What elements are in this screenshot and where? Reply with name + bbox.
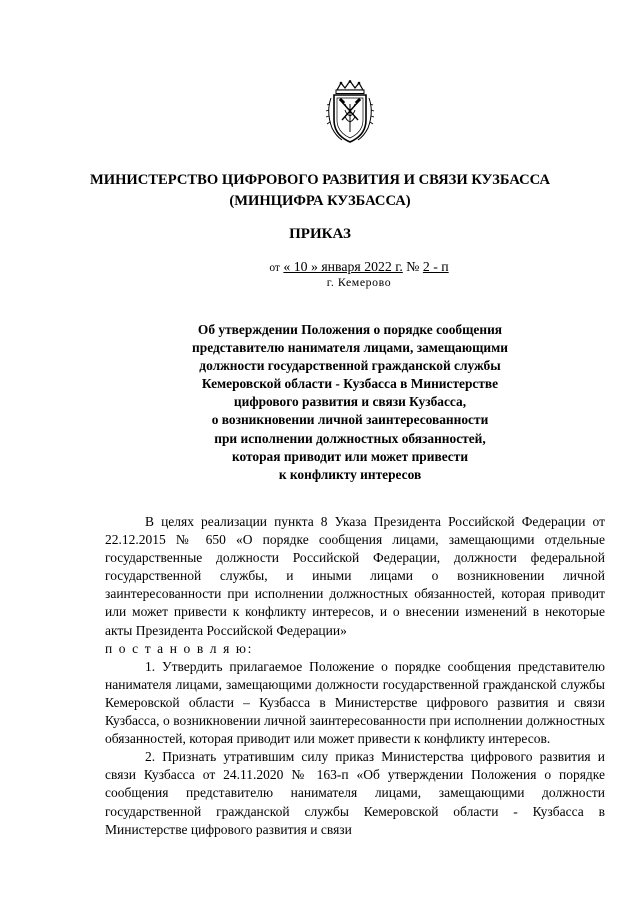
organization-name-line1: МИНИСТЕРСТВО ЦИФРОВОГО РАЗВИТИЯ И СВЯЗИ КУЗБАССА — [89, 172, 551, 188]
order-date: « 10 » января 2022 г. — [283, 259, 403, 274]
kuzbass-coat-of-arms-icon — [323, 80, 377, 146]
subject-line: Об утверждении Положения о порядке сообщения — [197, 322, 503, 337]
order-body — [105, 513, 605, 839]
order-number: 2 - п — [422, 259, 449, 274]
organization-name-line2: (МИНЦИФРА КУЗБАССА) — [229, 193, 411, 209]
order-city: г. Кемерово — [326, 275, 392, 289]
subject-line: Кемеровской области - Кузбасса в Министерстве — [201, 376, 499, 392]
preamble-paragraph: В целях реализации пункта 8 Указа Президента Российской Федерации от 22.12.2015 № 650 «О порядке сообщения лицами, замещающими отдельные государственные должности Российской Федерации, должности федеральной государственной службы, и иными лицами о возникновении личной заинтересованности при исполнении должностных обязанностей, которая приводит или может привести к конфликту интересов, и о внесении изменений в некоторые акты Президента Российской Федерации» — [105, 514, 605, 638]
clause-2-paragraph: 2. Признать утратившим силу приказ Министерства цифрового развития и связи Кузбасса от 24.11.2020 № 163-п «Об утверждении Положения о порядке сообщения представителю нанимателя лицами, замещающими должности государственной гражданской службы Кемеровской области - Кузбасса в Министерстве цифрового развития и связи — [105, 749, 605, 837]
decree-word: п о с т а н о в л я ю: — [105, 640, 253, 656]
subject-line: которая приводит или может привести — [231, 448, 469, 464]
document-type-title: ПРИКАЗ — [289, 226, 351, 242]
organization-name — [40, 170, 600, 212]
subject-line: о возникновении личной заинтересованности — [211, 412, 489, 428]
subject-line: представителю нанимателя лицами, замещающими — [192, 340, 508, 356]
subject-line: к конфликту интересов — [278, 466, 422, 482]
clause-1-paragraph: 1. Утвердить прилагаемое Положение о порядке сообщения представителю нанимателя лицами, замещающими должности государственной гражданской службы Кемеровской области – Кузбасса в Министерстве цифрового развития и связи Кузбасса, о возникновении личной заинтересованности при исполнении должностных обязанностей, которая приводит или может привести к конфликту интересов. — [105, 658, 605, 747]
subject-line: цифрового развития и связи Кузбасса, — [233, 394, 467, 410]
date-prefix: от — [269, 262, 280, 274]
number-prefix: № — [406, 259, 420, 274]
order-subject — [150, 321, 550, 484]
subject-line: должности государственной гражданской службы — [199, 358, 501, 374]
subject-line: при исполнении должностных обязанностей, — [214, 430, 486, 446]
